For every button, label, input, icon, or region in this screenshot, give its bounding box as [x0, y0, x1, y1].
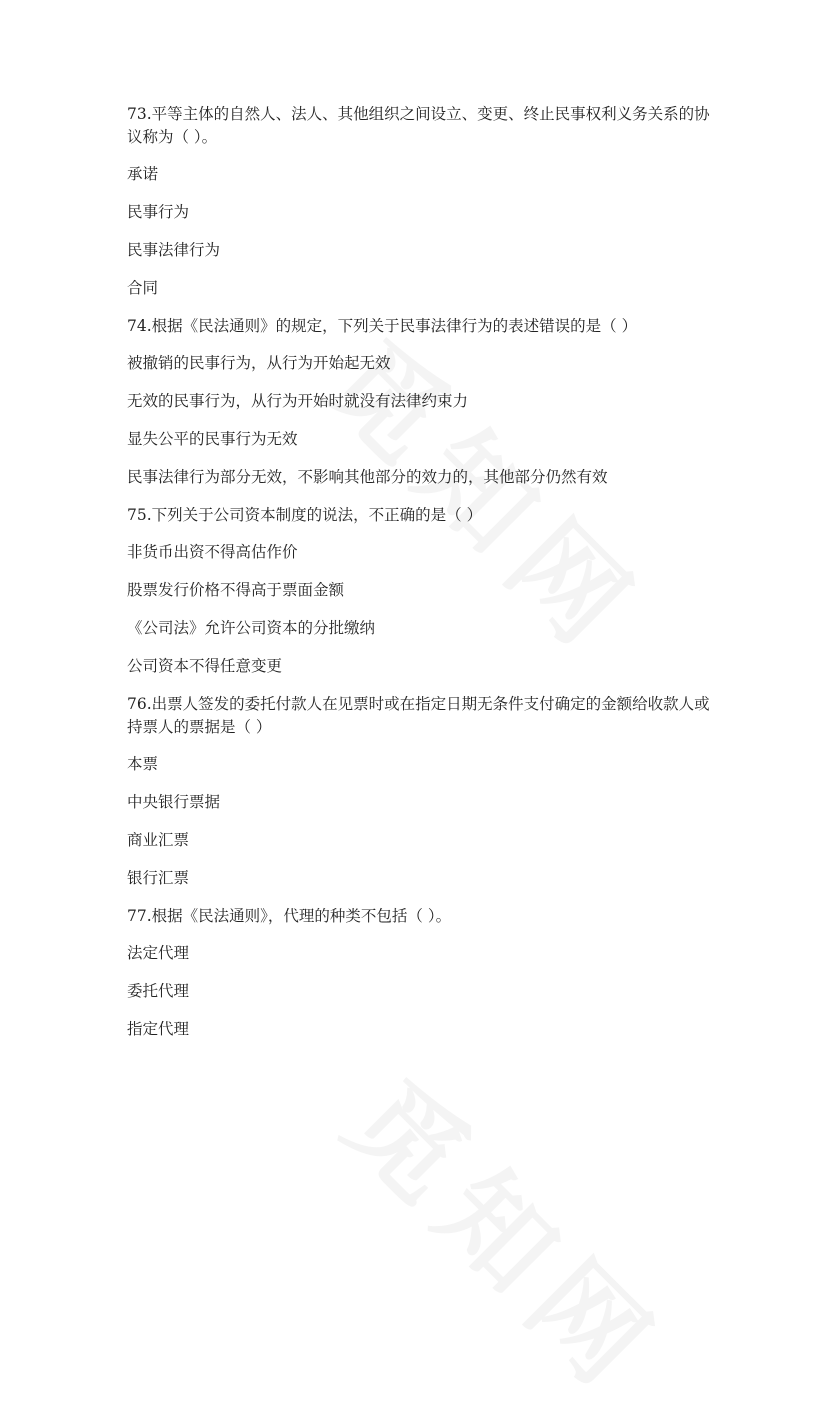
- question-block: [127, 905, 717, 1041]
- question-stem: 75.下列关于公司资本制度的说法，不正确的是（ ）: [127, 506, 483, 524]
- answer-option: 中央银行票据: [127, 793, 221, 811]
- answer-option: 《公司法》允许公司资本的分批缴纳: [127, 619, 376, 637]
- question-stem: 76.出票人签发的委托付款人在见票时或在指定日期无条件支付确定的金额给收款人或持票人的票据是（ ）: [127, 695, 710, 736]
- answer-option: 民事法律行为部分无效，不影响其他部分的效力的，其他部分仍然有效: [127, 468, 608, 486]
- answer-option: 被撤销的民事行为，从行为开始起无效: [127, 354, 391, 372]
- answer-option: 指定代理: [127, 1020, 190, 1038]
- answer-option: 股票发行价格不得高于票面金额: [127, 581, 345, 599]
- answer-option: 民事法律行为: [127, 241, 221, 259]
- question-stem: 77.根据《民法通则》，代理的种类不包括（ ）。: [127, 907, 452, 925]
- question-stem: 74.根据《民法通则》的规定，下列关于民事法律行为的表述错误的是（ ）: [127, 317, 638, 335]
- answer-option: 商业汇票: [127, 831, 190, 849]
- watermark-bottom: [318, 1040, 701, 1423]
- answer-option: 非货币出资不得高估作价: [127, 543, 298, 561]
- answer-option: 委托代理: [127, 982, 190, 1000]
- answer-option: 银行汇票: [127, 869, 190, 887]
- answer-option: 本票: [127, 755, 159, 773]
- answer-option: 公司资本不得任意变更: [127, 657, 283, 675]
- answer-option: 无效的民事行为，从行为开始时就没有法律约束力: [127, 392, 469, 410]
- answer-option: 显失公平的民事行为无效: [127, 430, 298, 448]
- answer-option: 法定代理: [127, 944, 190, 962]
- document-body: [127, 103, 717, 1056]
- answer-option: 民事行为: [127, 203, 190, 221]
- answer-option: 承诺: [127, 165, 159, 183]
- question-block: [127, 315, 717, 489]
- question-block: [127, 504, 717, 678]
- question-stem: 73.平等主体的自然人、法人、其他组织之间设立、变更、终止民事权利义务关系的协议称为（ ）。: [127, 105, 710, 146]
- question-block: [127, 103, 717, 300]
- answer-option: 合同: [127, 279, 159, 297]
- question-block: [127, 693, 717, 890]
